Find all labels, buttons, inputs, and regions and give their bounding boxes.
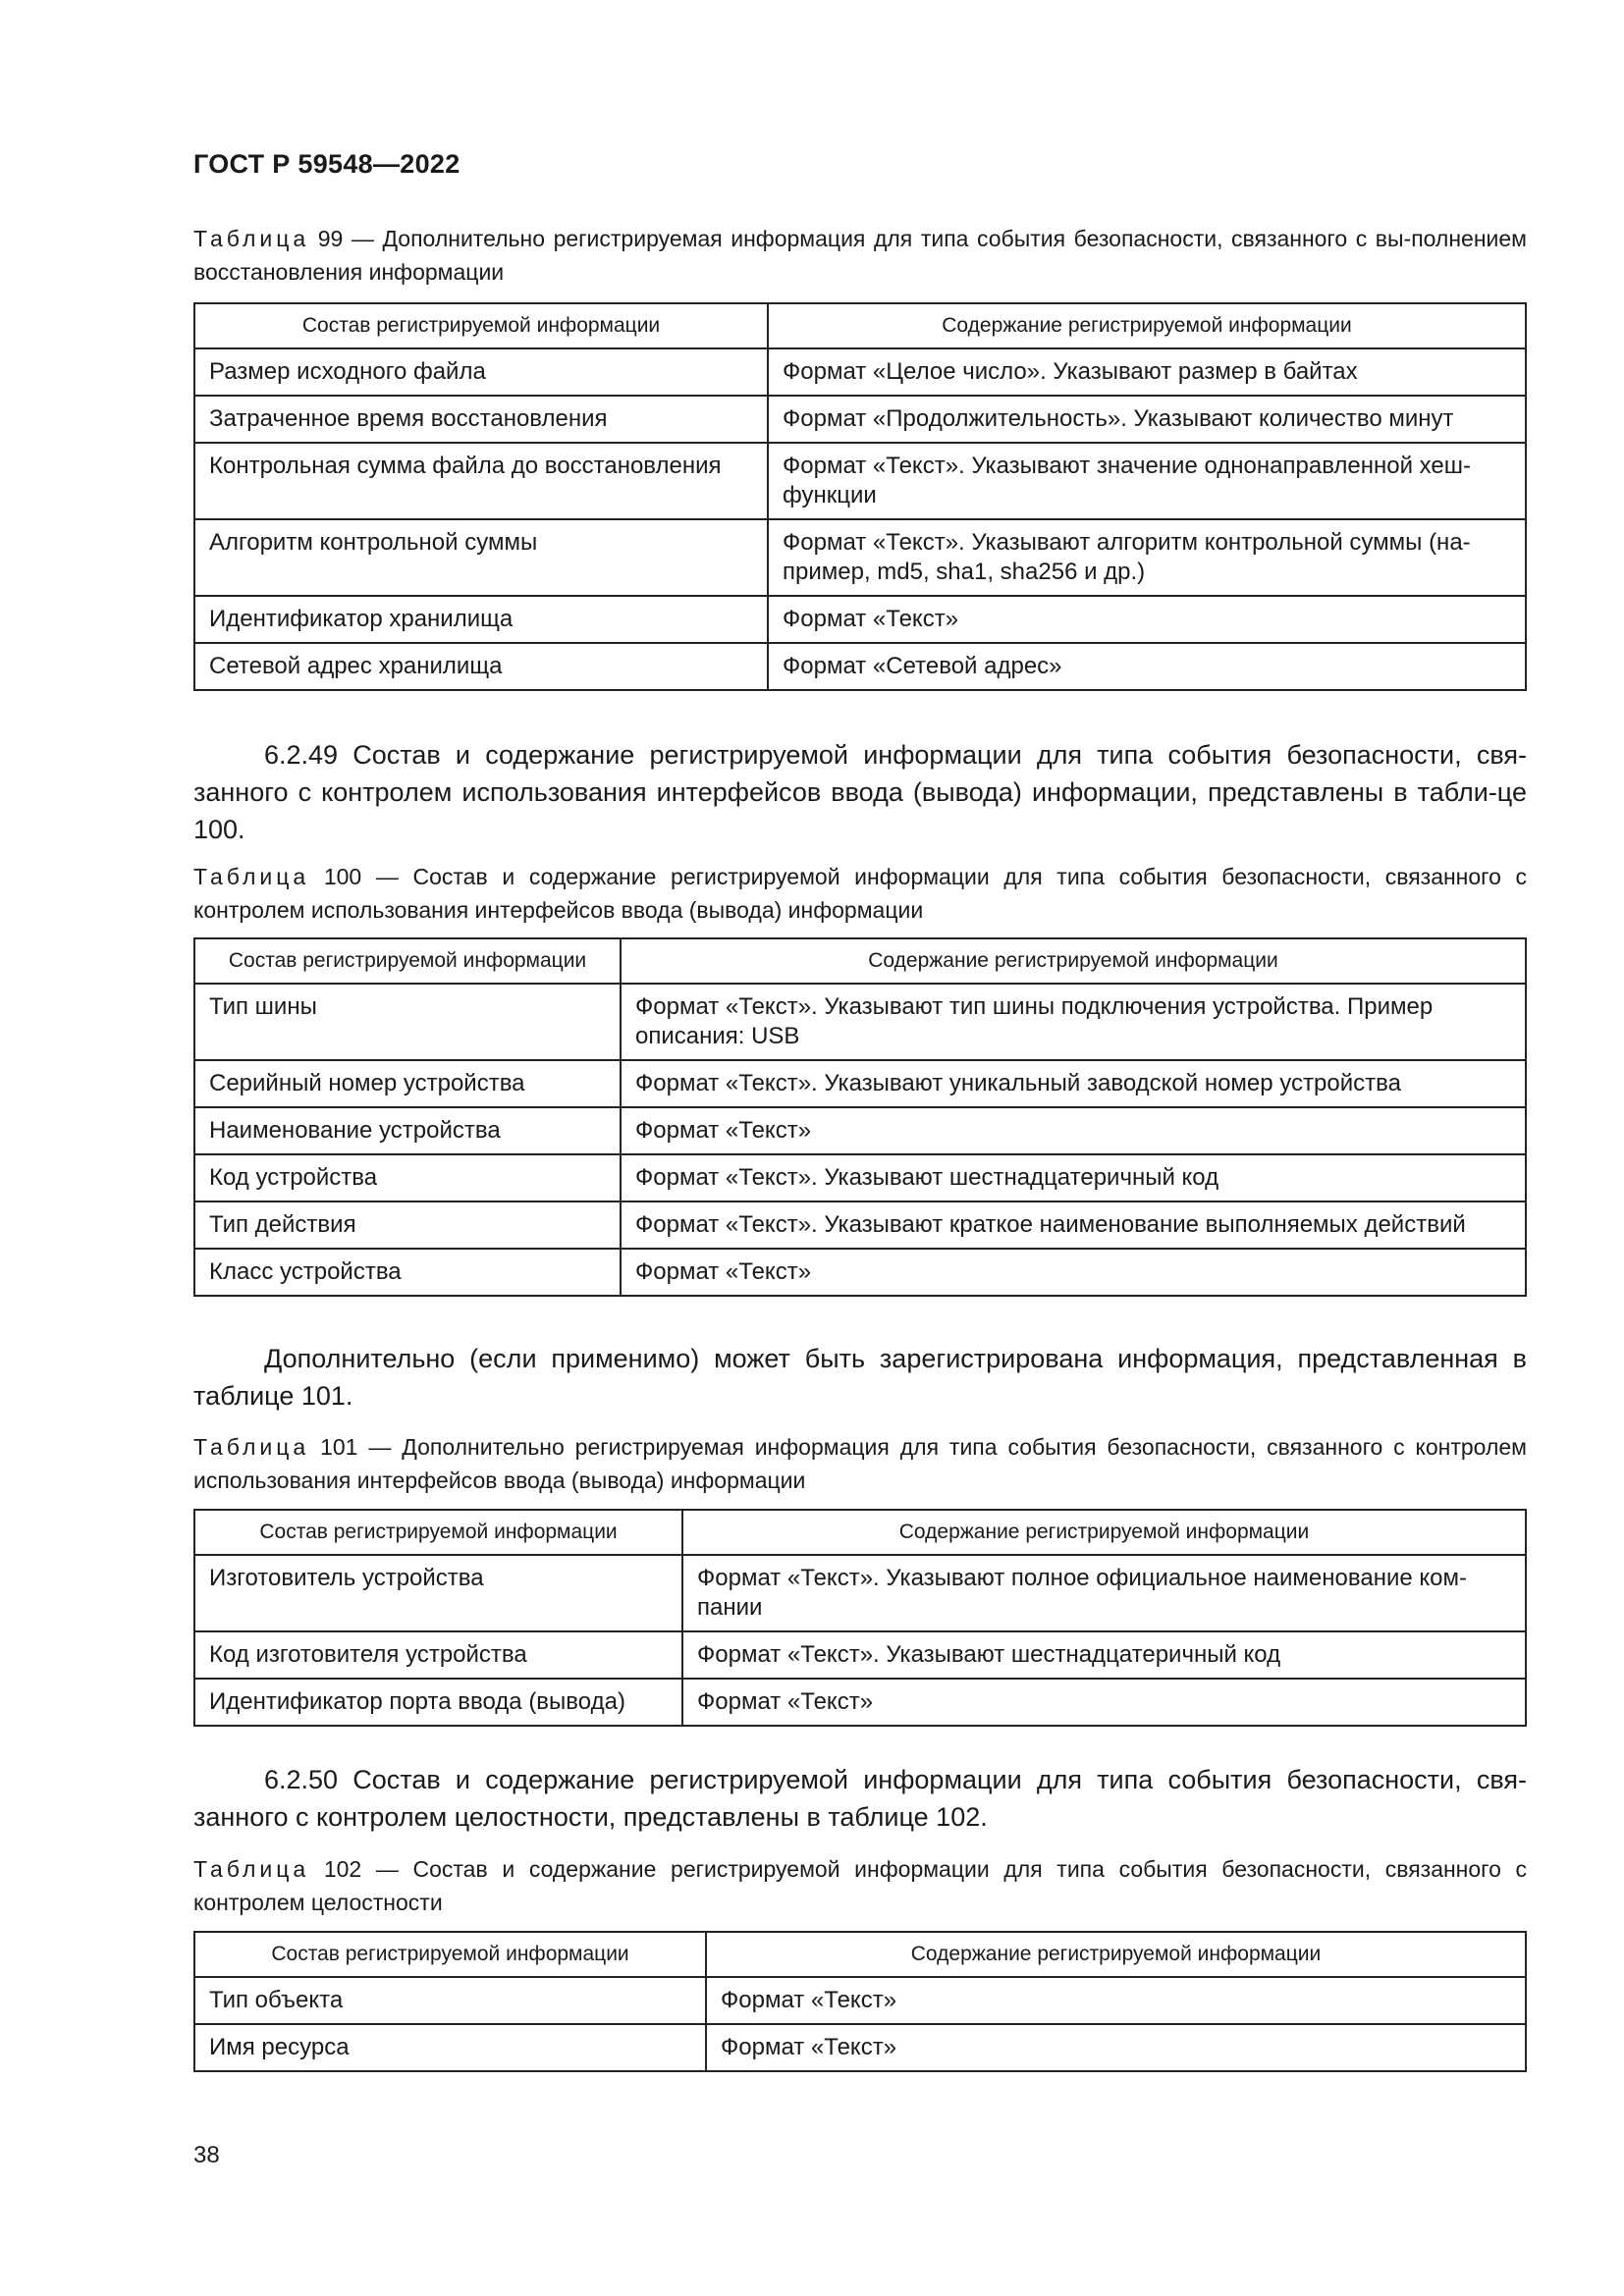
column-header: Состав регистрируемой информации xyxy=(194,1932,706,1977)
table-101-caption xyxy=(193,1430,1527,1497)
table-102 xyxy=(193,1931,1527,2072)
paragraph-6-2-49 xyxy=(193,736,1527,848)
table-cell: Формат «Текст» xyxy=(621,1107,1526,1154)
table-row xyxy=(194,1060,1526,1107)
table-row xyxy=(194,1631,1526,1679)
table-word: Таблица xyxy=(193,864,310,889)
paragraph-text: 6.2.50 Состав и содержание регистрируемой информации для типа события безопасности, свя-занного с контролем целостности, представлены в таблице 102. xyxy=(193,1765,1527,1832)
table-99 xyxy=(193,302,1527,691)
caption-text: 99 — Дополнительно регистрируемая информация для типа события безопасности, связанного с вы-полнением восстановления информации xyxy=(193,226,1527,285)
table-cell: Формат «Продолжительность». Указывают количество минут xyxy=(768,396,1526,443)
column-header: Содержание регистрируемой информации xyxy=(706,1932,1526,1977)
table-cell: Формат «Текст». Указывают значение однонаправленной хеш-функции xyxy=(768,443,1526,519)
table-row xyxy=(194,1679,1526,1726)
table-cell: Затраченное время восстановления xyxy=(194,396,768,443)
table-100 xyxy=(193,937,1527,1297)
table-101 xyxy=(193,1509,1527,1727)
table-cell: Код изготовителя устройства xyxy=(194,1631,682,1679)
table-word: Таблица xyxy=(193,1434,310,1460)
column-header: Состав регистрируемой информации xyxy=(194,1510,682,1555)
table-cell: Алгоритм контрольной суммы xyxy=(194,519,768,596)
paragraph-text: 6.2.49 Состав и содержание регистрируемой информации для типа события безопасности, свя-занного с контролем использования интерфейсов ввода (вывода) информации, представлены в табли-це 100. xyxy=(193,740,1527,844)
paragraph-text: Дополнительно (если применимо) может быть зарегистрирована информация, представленная в таблице 101. xyxy=(193,1344,1527,1411)
table-row xyxy=(194,984,1526,1060)
table-row xyxy=(194,1201,1526,1249)
table-cell: Формат «Целое число». Указывают размер в байтах xyxy=(768,348,1526,396)
table-row xyxy=(194,396,1526,443)
column-header: Содержание регистрируемой информации xyxy=(621,938,1526,984)
table-row xyxy=(194,519,1526,596)
table-cell: Тип шины xyxy=(194,984,621,1060)
table-102-caption xyxy=(193,1852,1527,1919)
column-header: Содержание регистрируемой информации xyxy=(768,303,1526,348)
table-cell: Имя ресурса xyxy=(194,2024,706,2071)
table-cell: Формат «Текст». Указывают шестнадцатеричный код xyxy=(621,1154,1526,1201)
table-cell: Формат «Текст» xyxy=(768,596,1526,643)
paragraph-6-2-50 xyxy=(193,1761,1527,1836)
table-cell: Формат «Текст» xyxy=(706,2024,1526,2071)
column-header: Состав регистрируемой информации xyxy=(194,303,768,348)
caption-text: 101 — Дополнительно регистрируемая информация для типа события безопасности, связанного с контролем использования интерфейсов ввода (вывода) информации xyxy=(193,1434,1527,1493)
document-id: ГОСТ Р 59548—2022 xyxy=(193,149,460,179)
table-cell: Формат «Сетевой адрес» xyxy=(768,643,1526,690)
table-row xyxy=(194,1977,1526,2024)
table-cell: Формат «Текст». Указывают алгоритм контрольной суммы (на-пример, md5, sha1, sha256 и др.) xyxy=(768,519,1526,596)
table-cell: Код устройства xyxy=(194,1154,621,1201)
table-cell: Формат «Текст». Указывают шестнадцатеричный код xyxy=(682,1631,1526,1679)
table-row xyxy=(194,2024,1526,2071)
table-row xyxy=(194,1154,1526,1201)
table-cell: Контрольная сумма файла до восстановления xyxy=(194,443,768,519)
table-cell: Тип объекта xyxy=(194,1977,706,2024)
table-cell: Наименование устройства xyxy=(194,1107,621,1154)
table-row xyxy=(194,348,1526,396)
table-cell: Изготовитель устройства xyxy=(194,1555,682,1631)
table-cell: Формат «Текст». Указывают полное официальное наименование ком-пании xyxy=(682,1555,1526,1631)
table-cell: Формат «Текст» xyxy=(706,1977,1526,2024)
table-row xyxy=(194,1555,1526,1631)
table-row xyxy=(194,443,1526,519)
table-word: Таблица xyxy=(193,226,310,251)
column-header: Состав регистрируемой информации xyxy=(194,938,621,984)
table-row xyxy=(194,643,1526,690)
table-cell: Формат «Текст». Указывают тип шины подключения устройства. Пример описания: USB xyxy=(621,984,1526,1060)
table-cell: Класс устройства xyxy=(194,1249,621,1296)
table-row xyxy=(194,1249,1526,1296)
table-cell: Тип действия xyxy=(194,1201,621,1249)
table-row xyxy=(194,1107,1526,1154)
table-cell: Формат «Текст» xyxy=(621,1249,1526,1296)
caption-text: 100 — Состав и содержание регистрируемой информации для типа события безопасности, связанного с контролем использования интерфейсов ввода (вывода) информации xyxy=(193,864,1527,923)
table-cell: Формат «Текст». Указывают уникальный заводской номер устройства xyxy=(621,1060,1526,1107)
table-100-caption xyxy=(193,860,1527,927)
caption-text: 102 — Состав и содержание регистрируемой информации для типа события безопасности, связанного с контролем целостности xyxy=(193,1856,1527,1915)
table-row xyxy=(194,596,1526,643)
table-cell: Размер исходного файла xyxy=(194,348,768,396)
page-number: 38 xyxy=(193,2142,220,2168)
table-99-caption xyxy=(193,222,1527,289)
table-word: Таблица xyxy=(193,1856,310,1882)
table-cell: Идентификатор хранилища xyxy=(194,596,768,643)
table-cell: Серийный номер устройства xyxy=(194,1060,621,1107)
column-header: Содержание регистрируемой информации xyxy=(682,1510,1526,1555)
table-cell: Формат «Текст» xyxy=(682,1679,1526,1726)
table-cell: Формат «Текст». Указывают краткое наименование выполняемых действий xyxy=(621,1201,1526,1249)
paragraph-additional xyxy=(193,1340,1527,1415)
table-cell: Сетевой адрес хранилища xyxy=(194,643,768,690)
table-cell: Идентификатор порта ввода (вывода) xyxy=(194,1679,682,1726)
